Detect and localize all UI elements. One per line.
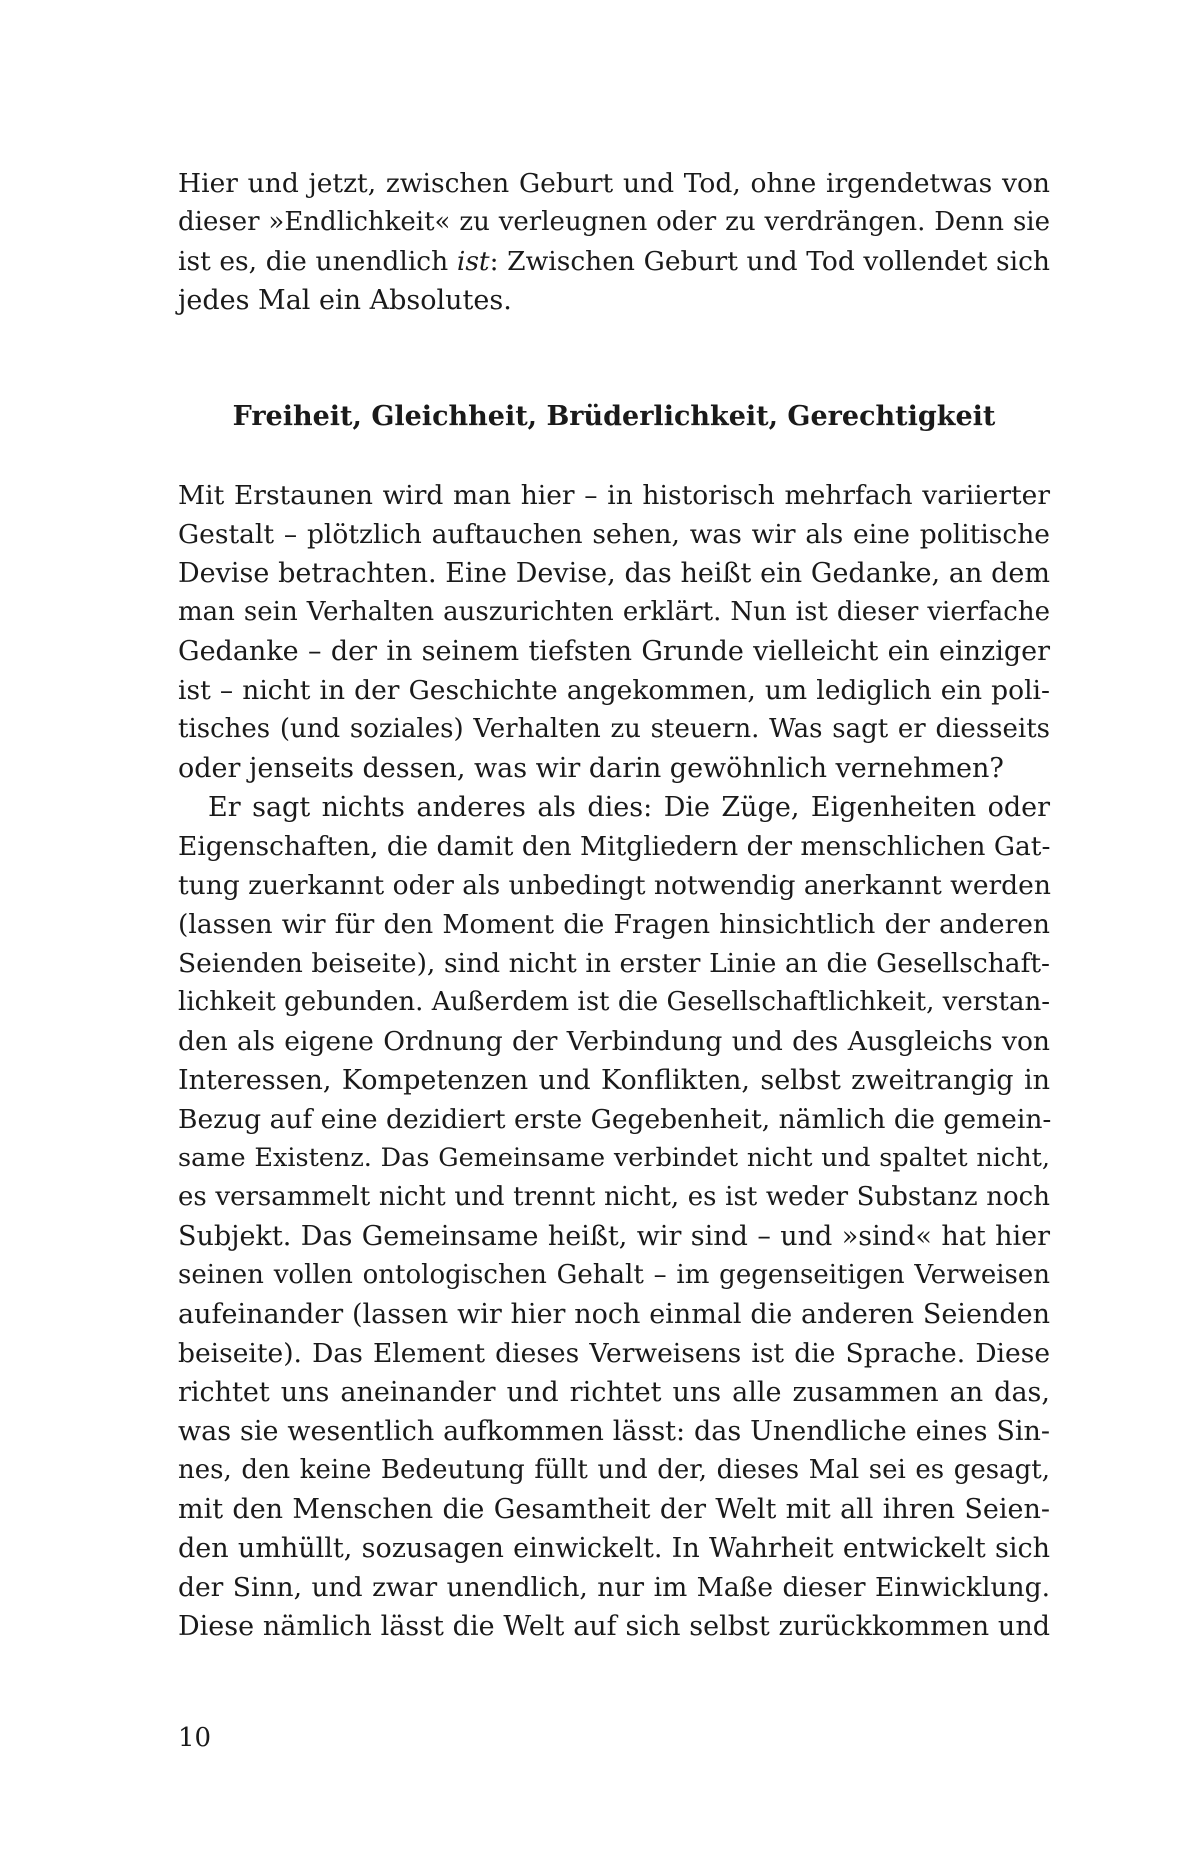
text-line: dieser »Endlichkeit« zu verleugnen oder zu verdrängen. Denn sie: [178, 207, 1050, 237]
text-line: beiseite). Das Element dieses Verweisens ist die Sprache. Diese: [178, 1338, 1050, 1369]
text-line: Devise betrachten. Eine Devise, das heißt ein Gedanke, an dem: [178, 558, 1050, 589]
text-line: richtet uns aneinander und richtet uns alle zusammen an das,: [178, 1377, 1050, 1408]
text-line: aufeinander (lassen wir hier noch einmal die anderen Seienden: [178, 1299, 1050, 1330]
text-line: der Sinn, und zwar unendlich, nur im Maße dieser Einwicklung.: [178, 1572, 1050, 1603]
text-line: same Existenz. Das Gemeinsame verbindet nicht und spaltet nicht,: [178, 1143, 1050, 1173]
text-line: man sein Verhalten auszurichten erklärt. Nun ist dieser vierfache: [178, 597, 1050, 627]
section-heading: Freiheit, Gleichheit, Brüderlichkeit, Gerechtigkeit: [232, 401, 996, 432]
text-line: oder jenseits dessen, was wir darin gewöhnlich vernehmen?: [178, 753, 1004, 784]
text-line: Bezug auf eine dezidiert erste Gegebenheit, nämlich die gemein-: [178, 1104, 1052, 1135]
text-line: Gestalt – plötzlich auftauchen sehen, was wir als eine politische: [178, 519, 1050, 550]
text-line: nes, den keine Bedeutung füllt und der, dieses Mal sei es gesagt,: [178, 1455, 1050, 1485]
text-line: Seienden beiseite), sind nicht in erster Linie an die Gesellschaft-: [178, 948, 1050, 979]
text-line: den als eigene Ordnung der Verbindung und des Ausgleichs von: [178, 1026, 1050, 1057]
text-line: jedes Mal ein Absolutes.: [178, 285, 512, 316]
text-line: Interessen, Kompetenzen und Konflikten, selbst zweitrangig in: [178, 1065, 1050, 1096]
text-line: Gedanke – der in seinem tiefsten Grunde vielleicht ein einziger: [178, 636, 1050, 667]
text-line: [178, 242, 1050, 281]
paragraph-2: [178, 788, 1050, 1646]
body-text: [178, 476, 1050, 1646]
text-line: es versammelt nicht und trennt nicht, es ist weder Substanz noch: [178, 1182, 1050, 1212]
text-line: Diese nämlich lässt die Welt auf sich selbst zurückkommen und: [178, 1611, 1050, 1642]
text-fragment: : Zwischen Geburt und Tod vollendet sich: [489, 246, 1050, 277]
text-line: ist – nicht in der Geschichte angekommen, um lediglich ein poli-: [178, 675, 1050, 706]
text-line: (lassen wir für den Moment die Fragen hinsichtlich der anderen: [178, 909, 1050, 940]
text-line: Er sagt nichts anderes als dies: Die Züge, Eigenheiten oder: [208, 792, 1050, 823]
page-number: 10: [178, 1723, 212, 1753]
text-line: mit den Menschen die Gesamtheit der Welt mit all ihren Seien-: [178, 1494, 1050, 1525]
emphasized-word: ist: [456, 246, 490, 277]
text-line: lichkeit gebunden. Außerdem ist die Gesellschaftlichkeit, verstan-: [178, 987, 1050, 1017]
paragraph-1: [178, 476, 1050, 788]
text-line: tung zuerkannt oder als unbedingt notwendig anerkannt werden: [178, 870, 1051, 901]
text-line: Hier und jetzt, zwischen Geburt und Tod, ohne irgendetwas von: [178, 168, 1050, 199]
text-line: Mit Erstaunen wird man hier – in historisch mehrfach variierter: [178, 480, 1050, 511]
intro-paragraph: [178, 164, 1050, 320]
text-line: was sie wesentlich aufkommen lässt: das Unendliche eines Sin-: [178, 1416, 1050, 1447]
text-line: Subjekt. Das Gemeinsame heißt, wir sind – und »sind« hat hier: [178, 1221, 1050, 1252]
text-line: Eigenschaften, die damit den Mitgliedern der menschlichen Gat-: [178, 831, 1051, 862]
text-line: seinen vollen ontologischen Gehalt – im gegenseitigen Verweisen: [178, 1260, 1050, 1290]
text-line: den umhüllt, sozusagen einwickelt. In Wahrheit entwickelt sich: [178, 1533, 1050, 1564]
text-fragment: ist es, die unendlich: [178, 246, 457, 277]
text-line: tisches (und soziales) Verhalten zu steuern. Was sagt er diesseits: [178, 714, 1050, 744]
section-heading-container: [178, 397, 1050, 436]
